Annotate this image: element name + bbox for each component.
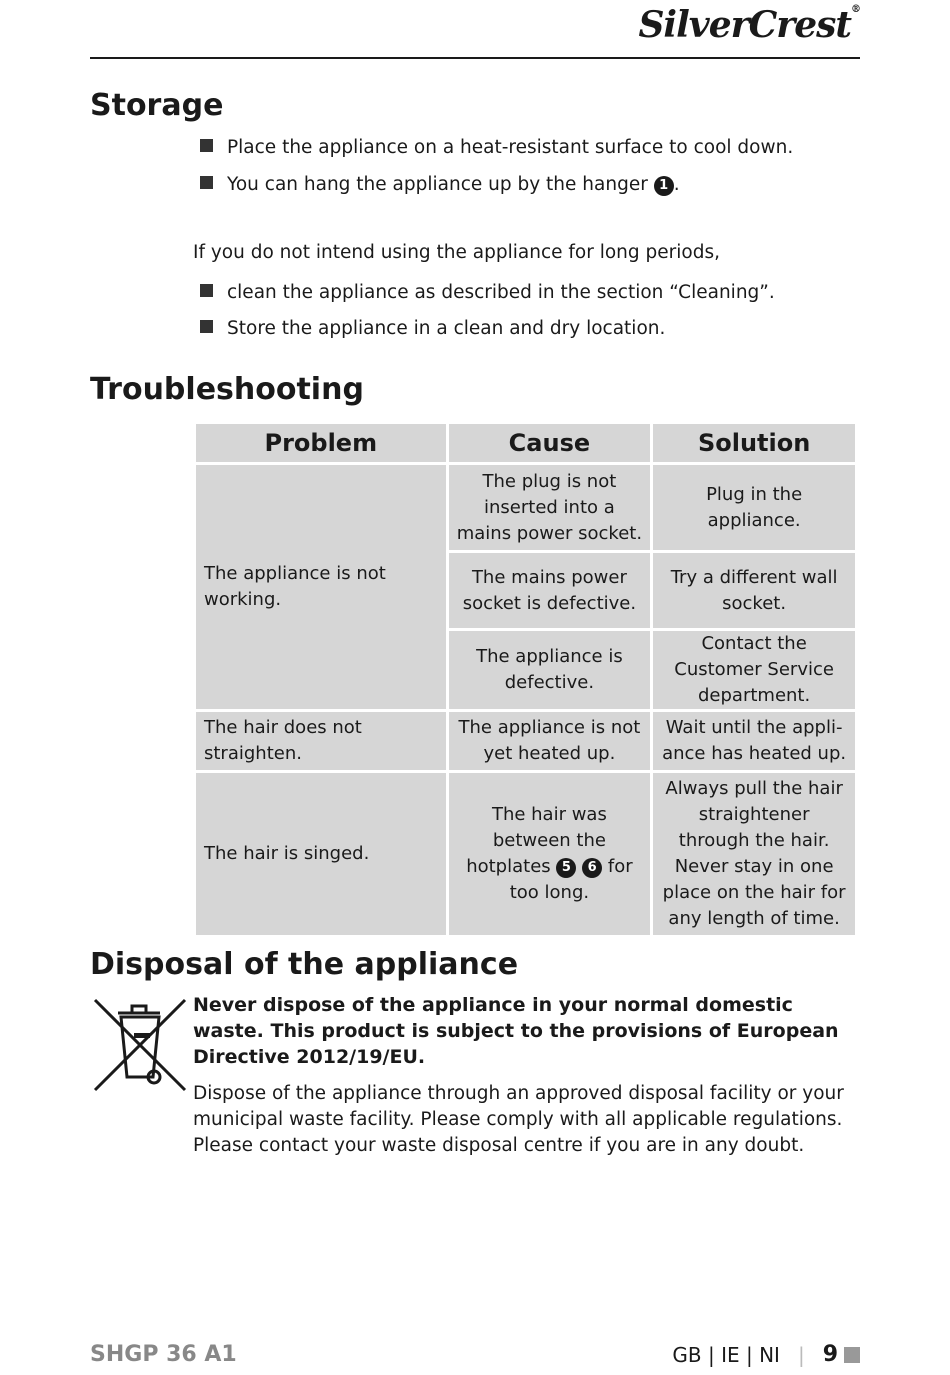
storage-heading: Storage <box>90 88 224 123</box>
solution-cell: Plug in the appliance. <box>653 465 855 550</box>
country-codes: GB | IE | NI <box>672 1342 780 1367</box>
solution-cell: Wait until the appli-ance has heated up. <box>653 712 855 770</box>
storage-bullet: You can hang the appliance up by the hanger 1 . <box>200 173 680 197</box>
cause-cell: The plug is not inserted into a mains power socket. <box>449 465 651 550</box>
column-header: Cause <box>449 424 651 462</box>
troubleshooting-table <box>193 421 858 938</box>
square-bullet-icon <box>200 320 213 333</box>
cause-cell: The appliance is defective. <box>449 631 651 709</box>
column-header: Solution <box>653 424 855 462</box>
solution-cell: Always pull the hair straightener through the hair. Never stay in one place on the hair for any length of time. <box>653 773 855 935</box>
solution-cell: Contact the Customer Service department. <box>653 631 855 709</box>
problem-cell: The hair is singed. <box>196 773 446 935</box>
square-bullet-icon <box>200 139 213 152</box>
model-number: SHGP 36 A1 <box>90 1342 237 1367</box>
problem-cell: The hair does not straighten. <box>196 712 446 770</box>
disposal-warning: Never dispose of the appliance in your normal domestic waste. This product is subject to the provisions of European Directive 2012/19/EU. <box>193 994 839 1068</box>
storage-bullet: Place the appliance on a heat-resistant surface to cool down. <box>200 136 793 160</box>
square-bullet-icon <box>200 284 213 297</box>
header-rule <box>90 57 860 59</box>
table-header-row <box>196 424 855 462</box>
storage-bullet: clean the appliance as described in the section “Cleaning”. <box>200 281 775 305</box>
crossed-out-wheelie-bin-icon <box>90 995 190 1095</box>
disposal-heading: Disposal of the appliance <box>90 947 519 982</box>
cause-cell: The mains power socket is defective. <box>449 553 651 628</box>
solution-cell: Try a different wall socket. <box>653 553 855 628</box>
storage-intro: If you do not intend using the appliance for long periods, <box>193 242 720 263</box>
part-number-badge: 1 <box>654 176 674 196</box>
square-bullet-icon <box>200 176 213 189</box>
troubleshooting-heading: Troubleshooting <box>90 372 364 407</box>
brand-logo: SilverCrest® <box>638 4 860 46</box>
page-marker-icon <box>844 1347 860 1363</box>
part-number-badge: 5 <box>556 858 576 878</box>
problem-cell: The appliance is not working. <box>196 465 446 709</box>
table-row <box>196 465 855 550</box>
storage-bullet: Store the appliance in a clean and dry location. <box>200 317 665 341</box>
table-row <box>196 773 855 935</box>
column-header: Problem <box>196 424 446 462</box>
table-row <box>196 712 855 770</box>
disposal-text: Dispose of the appliance through an approved disposal facility or your municipal waste facility. Please comply with all applicable regulations. Please contact your waste disposal centre if you are in any doubt. <box>193 1083 844 1156</box>
cause-cell: The appliance is not yet heated up. <box>449 712 651 770</box>
page-number: 9 <box>822 1342 838 1367</box>
footer-page-info: GB | IE | NI | 9 <box>672 1342 860 1367</box>
part-number-badge: 6 <box>582 858 602 878</box>
cause-cell: The hair was between the hotplates 5 6 for too long. <box>449 773 651 935</box>
